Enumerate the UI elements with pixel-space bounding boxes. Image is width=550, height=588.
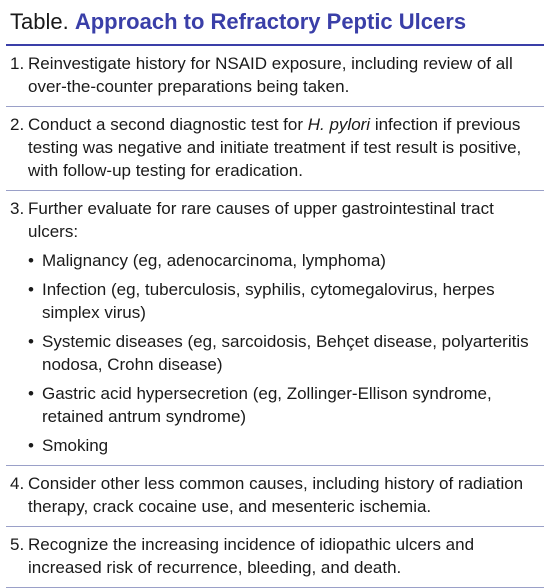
row-number: 2.: [10, 115, 25, 134]
table-row: [6, 107, 544, 191]
list-item: [28, 382, 540, 428]
list-item-text: Malignancy (eg, adenocarcinoma, lymphoma): [42, 251, 386, 270]
bullet-icon: •: [28, 251, 34, 270]
row-text: Recognize the increasing incidence of idiopathic ulcers and increased risk of recurrence, bleeding, and death.: [28, 535, 475, 577]
row-text-italic: H. pylori: [307, 115, 371, 134]
table-row: [6, 46, 544, 107]
table-label: Table.: [10, 9, 75, 34]
list-item: [28, 434, 540, 457]
bullet-list: [28, 249, 540, 457]
list-item-text: Infection (eg, tuberculosis, syphilis, cytomegalovirus, herpes simplex virus): [42, 280, 495, 322]
row-body: [28, 197, 540, 457]
row-number: 5.: [10, 535, 25, 554]
row-text-after: infection if previous testing was negative and initiate treatment if test result is positive, with follow-up testing for eradication.: [28, 115, 522, 180]
table-row: [6, 191, 544, 466]
list-item: [28, 330, 540, 376]
row-text: Reinvestigate history for NSAID exposure, including review of all over-the-counter preparations being taken.: [28, 54, 513, 96]
bullet-icon: •: [28, 436, 34, 455]
row-text: Consider other less common causes, including history of radiation therapy, crack cocaine use, and mesenteric ischemia.: [28, 474, 524, 516]
list-item: [28, 278, 540, 324]
list-item-text: Gastric acid hypersecretion (eg, Zollinger-Ellison syndrome, retained antrum syndrome): [42, 384, 492, 426]
table-row: [6, 466, 544, 527]
row-number: 1.: [10, 54, 25, 73]
bullet-icon: •: [28, 332, 34, 351]
row-number: 3.: [10, 199, 25, 218]
bullet-icon: •: [28, 384, 34, 403]
table-row: [6, 527, 544, 588]
row-text-before: Conduct a second diagnostic test for: [28, 115, 308, 134]
list-item: [28, 249, 540, 272]
list-item-text: Systemic diseases (eg, sarcoidosis, Behçet disease, polyarteritis nodosa, Crohn disease): [42, 332, 529, 374]
table-caption: [6, 0, 544, 44]
row-text: [28, 113, 540, 182]
row-number: 4.: [10, 474, 25, 493]
list-item-text: Smoking: [42, 436, 109, 455]
table-title: Approach to Refractory Peptic Ulcers: [74, 9, 467, 34]
bullet-icon: •: [28, 280, 34, 299]
row-text: Further evaluate for rare causes of upper gastrointestinal tract ulcers:: [28, 199, 494, 241]
